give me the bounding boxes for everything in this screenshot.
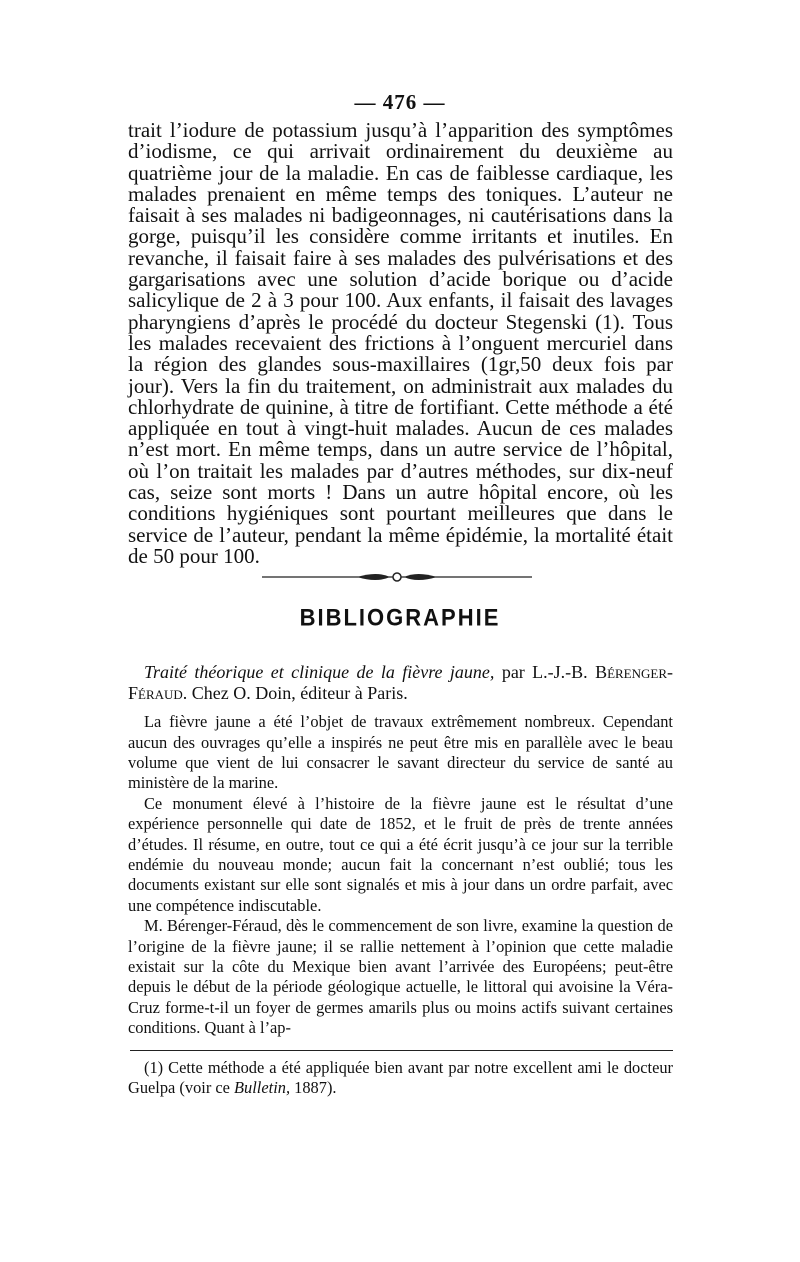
review-paragraph: Ce monument élevé à l’histoire de la fièvre jaune est le résultat d’une expérience personnelle qui date de 1852, et le fruit de près de trente années d’études. Il résume, en outre, tout ce qui a été écrit jusqu’à ce jour sur la terrible endémie du nouveau monde; aucun fait la concernant n’est oublié; tous les documents existant sur elle sont signalés et mis à jour dans un ordre parfait, avec une compétence indiscutable. [128,793,673,915]
footnote [128,1058,673,1098]
footnote-text: (1) Cette méthode a été appliquée bien avant par notre excellent ami le docteur Guelpa (voir ce [128,1058,673,1097]
book-publisher: Chez O. Doin, éditeur à Paris. [191,682,408,703]
book-title: Traité théorique et clinique de la fièvre jaune, [144,662,495,682]
footnote-rule [130,1050,673,1051]
review-paragraph: M. Bérenger-Féraud, dès le commencement de son livre, examine la question de l’origine de la fièvre jaune; il se rallie nettement à l’opinion que cette maladie existait sur la côte du Mexique bien avant l’arrivée des Européens; peut-être depuis le début de la période géologique actuelle, le littoral qui avoisine la Véra-Cruz forme-t-il un foyer de germes amarils plus ou moins actifs suivant certaines conditions. Quant à l’ap- [128,916,673,1038]
book-review [128,662,673,1039]
ornament-divider [262,567,532,587]
ref-by: par L.-J.-B. [501,662,588,682]
review-reference [128,662,673,703]
footnote-year: 1887). [294,1078,337,1097]
body-paragraph: trait l’iodure de potassium jusqu’à l’apparition des symptômes d’iodisme, ce qui arrivait ordinairement du deuxième au quatrième jour de la maladie. En cas de faiblesse cardiaque, les malades prenaient en même temps des toniques. L’auteur ne faisait à ses malades ni badigeonnages, ni cautérisations dans la gorge, puisqu’il les considère comme irritants et inutiles. En revanche, il faisait faire à ses malades des pulvérisations et des gargarisations avec une solution d’acide borique ou d’acide salicylique de 2 à 3 pour 100. Aux enfants, il faisait des lavages pharyngiens d’après le procédé du docteur Stegenski (1). Tous les malades recevaient des frictions à l’onguent mercuriel dans la région des glandes sous-maxillaires (1gr,50 deux fois par jour). Vers la fin du traitement, on administrait aux malades du chlorhydrate de quinine, à titre de fortifiant. Cette méthode a été appliquée en tout à vingt-huit malades. Aucun de ces malades n’est mort. En même temps, dans un autre service de l’hôpital, où l’on traitait les malades par d’autres méthodes, sur dix-neuf cas, seize sont morts ! Dans un autre hôpital encore, où les conditions hygiéniques sont pourtant meilleures que dans le service de l’auteur, pendant la même épidémie, la mortalité était de 50 pour 100. [128,118,673,568]
review-paragraph: La fièvre jaune a été l’objet de travaux extrêmement nombreux. Cependant aucun des ouvrages qu’elle a inspirés ne peut être mis en parallèle avec le beau volume que vient de lui consacrer le savant directeur du service de santé au ministère de la marine. [128,712,673,793]
body-text [128,120,673,567]
footnote-journal: Bulletin, [234,1078,291,1097]
book-author: Bérenger-Féraud. [128,662,674,703]
section-title: BIBLIOGRAPHIE [299,603,501,632]
page-number: — 476 — [354,90,446,114]
